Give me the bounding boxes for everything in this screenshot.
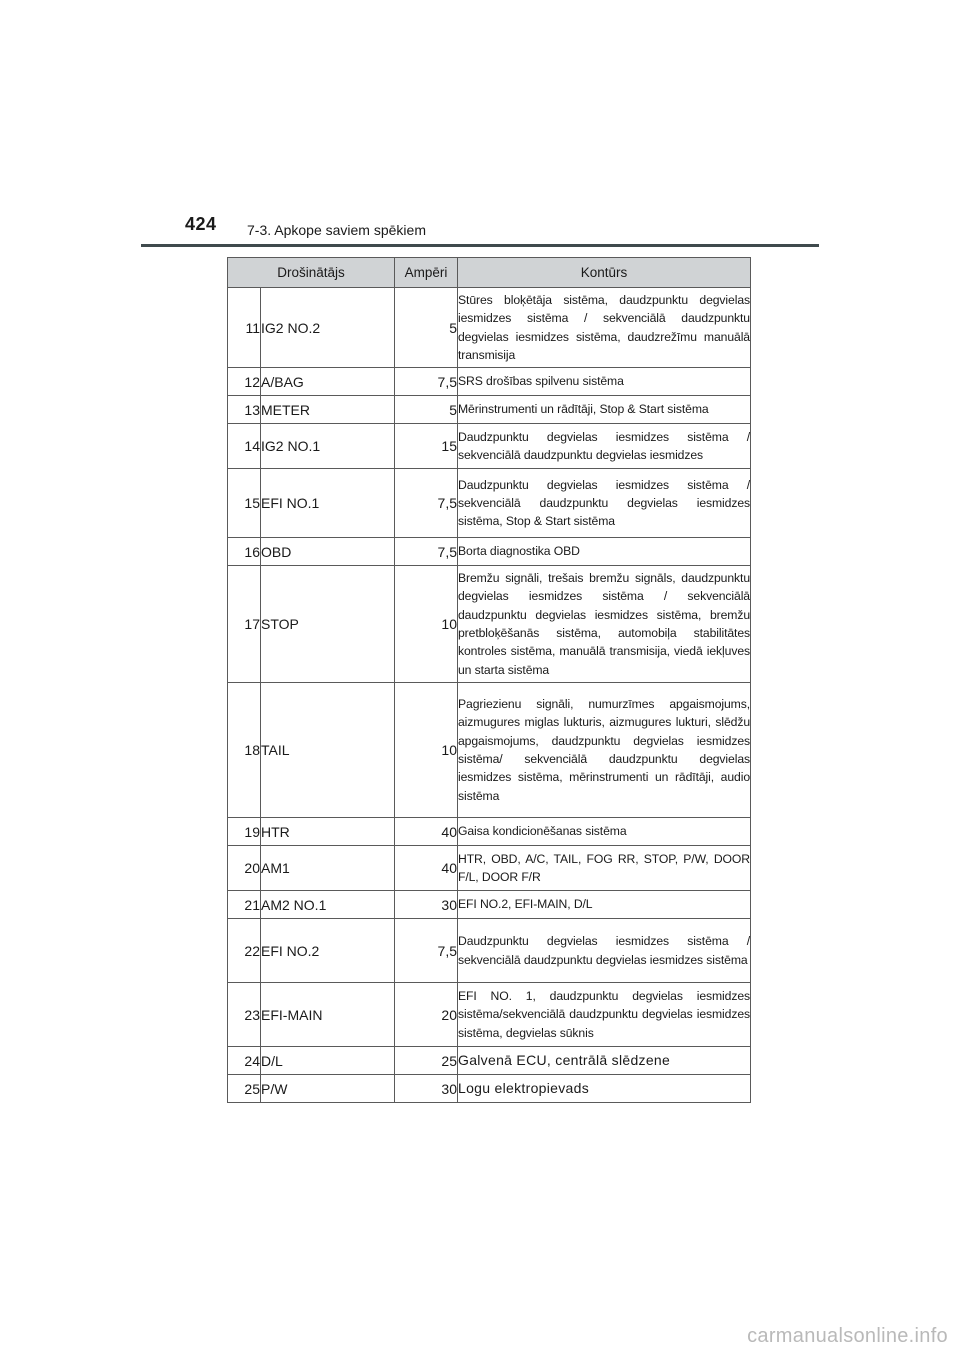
fuse-amperage: 5 xyxy=(395,396,458,424)
table-row xyxy=(228,1047,751,1075)
fuse-name: OBD xyxy=(261,538,395,566)
table-row xyxy=(228,566,751,683)
fuse-name: D/L xyxy=(261,1047,395,1075)
fuse-number: 14 xyxy=(228,424,261,469)
fuse-circuit: Daudzpunktu degvielas iesmidzes sistēma / sekvenciālā daudzpunktu degvielas iesmidzes xyxy=(458,424,751,469)
fuse-amperage: 10 xyxy=(395,566,458,683)
fuse-circuit: SRS drošības spilvenu sistēma xyxy=(458,368,751,396)
column-header-fuse: Drošinātājs xyxy=(228,258,395,288)
fuse-circuit: Daudzpunktu degvielas iesmidzes sistēma / sekvenciālā daudzpunktu degvielas iesmidzes sistēma, Stop & Start sistēma xyxy=(458,469,751,538)
fuse-table xyxy=(227,257,751,1103)
fuse-amperage: 7,5 xyxy=(395,919,458,983)
fuse-name: TAIL xyxy=(261,683,395,818)
fuse-name: IG2 NO.1 xyxy=(261,424,395,469)
fuse-number: 18 xyxy=(228,683,261,818)
table-row xyxy=(228,983,751,1047)
fuse-amperage: 7,5 xyxy=(395,538,458,566)
fuse-amperage: 15 xyxy=(395,424,458,469)
section-title: 7-3. Apkope saviem spēkiem xyxy=(247,222,426,238)
fuse-number: 16 xyxy=(228,538,261,566)
fuse-circuit: Stūres bloķētāja sistēma, daudzpunktu degvielas iesmidzes sistēma / sekvenciālā daudzpunktu degvielas iesmidzes sistēma, daudzrežīmu manuālā transmisija xyxy=(458,288,751,368)
fuse-circuit: EFI NO. 1, daudzpunktu degvielas iesmidzes sistēma/sekvenciālā daudzpunktu degvielas iesmidzes sistēma, degvielas sūknis xyxy=(458,983,751,1047)
table-row xyxy=(228,288,751,368)
table-header-row xyxy=(228,258,751,288)
fuse-number: 13 xyxy=(228,396,261,424)
fuse-number: 24 xyxy=(228,1047,261,1075)
table-row xyxy=(228,818,751,846)
fuse-circuit: Galvenā ECU, centrālā slēdzene xyxy=(458,1047,751,1075)
fuse-name: A/BAG xyxy=(261,368,395,396)
fuse-name: STOP xyxy=(261,566,395,683)
fuse-circuit: Bremžu signāli, trešais bremžu signāls, daudzpunktu degvielas iesmidzes sistēma / sekvenciālā daudzpunktu degvielas iesmidzes sistēma, bremžu pretbloķēšanās sistēma, automobiļa stabilitātes kontroles sistēma, manuālā transmisija, viedā iekļuves un starta sistēma xyxy=(458,566,751,683)
fuse-name: P/W xyxy=(261,1075,395,1103)
fuse-number: 20 xyxy=(228,846,261,891)
fuse-number: 12 xyxy=(228,368,261,396)
fuse-number: 19 xyxy=(228,818,261,846)
fuse-circuit: Logu elektropievads xyxy=(458,1075,751,1103)
fuse-circuit: Pagriezienu signāli, numurzīmes apgaismojums, aizmugures miglas lukturis, aizmugures lukturi, slēdžu apgaismojums, daudzpunktu degvielas iesmidzes sistēma/ sekvenciālā daudzpunktu degvielas iesmidzes sistēma, mērinstrumenti un rādītāji, audio sistēma xyxy=(458,683,751,818)
fuse-name: AM2 NO.1 xyxy=(261,891,395,919)
fuse-amperage: 30 xyxy=(395,891,458,919)
table-row xyxy=(228,1075,751,1103)
fuse-number: 11 xyxy=(228,288,261,368)
fuse-name: EFI NO.1 xyxy=(261,469,395,538)
fuse-number: 23 xyxy=(228,983,261,1047)
fuse-name: EFI NO.2 xyxy=(261,919,395,983)
fuse-number: 22 xyxy=(228,919,261,983)
table-row xyxy=(228,424,751,469)
fuse-name: HTR xyxy=(261,818,395,846)
table-row xyxy=(228,396,751,424)
fuse-circuit: Gaisa kondicionēšanas sistēma xyxy=(458,818,751,846)
fuse-name: AM1 xyxy=(261,846,395,891)
fuse-circuit: Borta diagnostika OBD xyxy=(458,538,751,566)
fuse-name: IG2 NO.2 xyxy=(261,288,395,368)
table-row xyxy=(228,368,751,396)
fuse-amperage: 10 xyxy=(395,683,458,818)
fuse-number: 15 xyxy=(228,469,261,538)
table-row xyxy=(228,891,751,919)
fuse-amperage: 7,5 xyxy=(395,368,458,396)
page-header xyxy=(0,0,960,250)
fuse-amperage: 7,5 xyxy=(395,469,458,538)
column-header-circuit: Kontūrs xyxy=(458,258,751,288)
table-row xyxy=(228,538,751,566)
fuse-circuit: Mērinstrumenti un rādītāji, Stop & Start sistēma xyxy=(458,396,751,424)
fuse-amperage: 40 xyxy=(395,846,458,891)
table-row xyxy=(228,683,751,818)
fuse-name: METER xyxy=(261,396,395,424)
fuse-name: EFI-MAIN xyxy=(261,983,395,1047)
fuse-circuit: Daudzpunktu degvielas iesmidzes sistēma / sekvenciālā daudzpunktu degvielas iesmidzes sistēma xyxy=(458,919,751,983)
fuse-circuit: HTR, OBD, A/C, TAIL, FOG RR, STOP, P/W, DOOR F/L, DOOR F/R xyxy=(458,846,751,891)
table-row xyxy=(228,469,751,538)
fuse-amperage: 25 xyxy=(395,1047,458,1075)
fuse-amperage: 30 xyxy=(395,1075,458,1103)
table-row xyxy=(228,846,751,891)
fuse-number: 25 xyxy=(228,1075,261,1103)
site-watermark: carmanualsonline.info xyxy=(747,1325,948,1347)
page-number: 424 xyxy=(185,214,217,234)
fuse-amperage: 20 xyxy=(395,983,458,1047)
fuse-amperage: 40 xyxy=(395,818,458,846)
table-row xyxy=(228,919,751,983)
column-header-amps: Ampēri xyxy=(395,258,458,288)
fuse-number: 17 xyxy=(228,566,261,683)
fuse-circuit: EFI NO.2, EFI-MAIN, D/L xyxy=(458,891,751,919)
fuse-amperage: 5 xyxy=(395,288,458,368)
header-divider xyxy=(141,244,819,247)
fuse-number: 21 xyxy=(228,891,261,919)
